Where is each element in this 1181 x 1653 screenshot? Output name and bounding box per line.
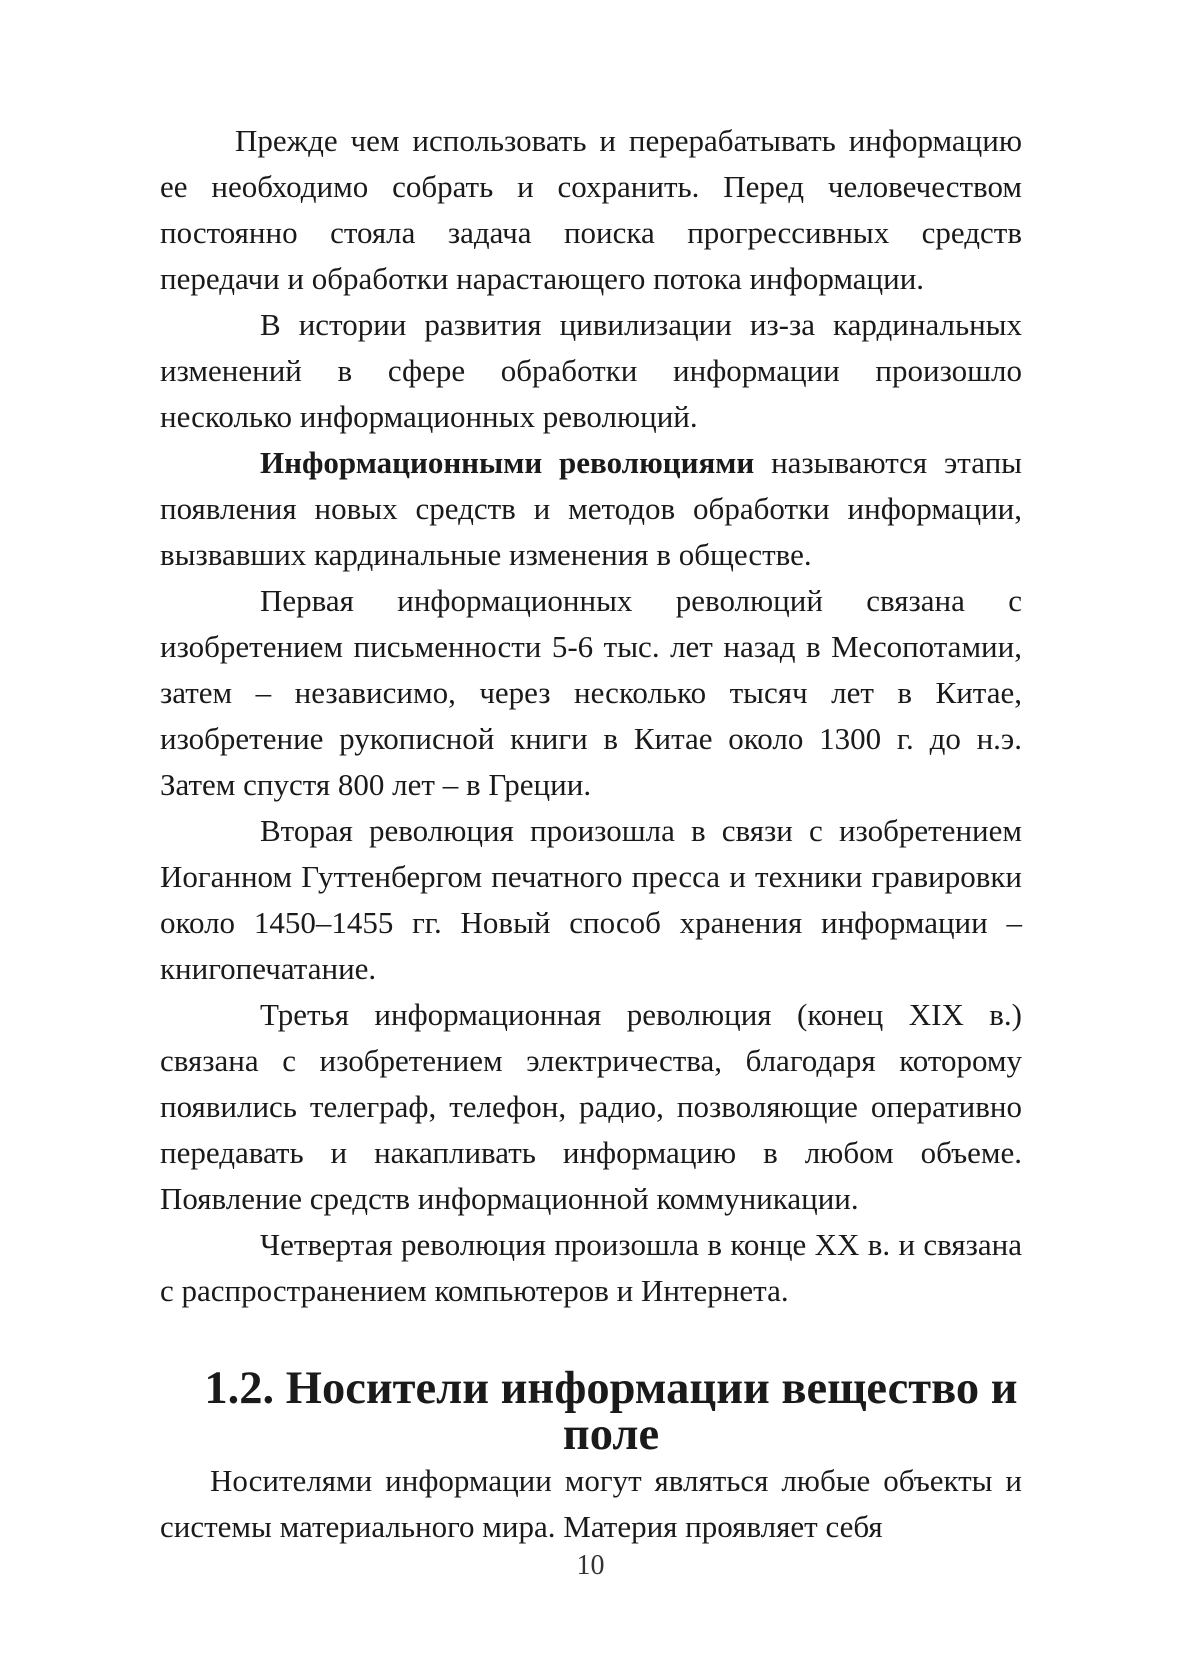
paragraph-information-collection: [160, 118, 1022, 302]
paragraph-first-revolution: [160, 578, 1022, 808]
paragraph-text: Вторая революция произошла в связи с изобретением Иоганном Гуттенбергом печатного пресса и техники гравировки около 1450–1455 гг. Новый способ хранения информации – книгопечатание.: [160, 813, 1022, 986]
paragraph-text: Первая информационных революций связана с изобретением письменности 5-6 тыс. лет назад в Месопотамии, затем – независимо, через несколько тысяч лет в Китае, изобретение рукописной книги в Китае около 1300 г. до н.э. Затем спустя 800 лет – в Греции.: [160, 583, 1022, 802]
paragraph-definition: [160, 440, 1022, 578]
paragraph-text: Третья информационная революция (конец XIX в.) связана с изобретением электричества, благодаря которому появились телеграф, телефон, радио, позволяющие оперативно передавать и накапливать информацию в любом объеме. Появление средств информационной коммуникации.: [160, 997, 1022, 1216]
defined-term: Информационными революциями: [260, 445, 755, 480]
paragraph-text: Прежде чем использовать и перерабатывать информацию ее необходимо собрать и сохранить. Перед человечеством постоянно стояла задача поиска прогрессивных средств передачи и обработки нарастающего потока информации.: [160, 123, 1022, 296]
paragraph-text: В истории развития цивилизации из-за кардинальных изменений в сфере обработки информации произошло несколько информационных революций.: [160, 307, 1022, 434]
body-text: [160, 118, 1022, 1550]
paragraph-fourth-revolution: [160, 1222, 1022, 1314]
paragraph-text: называются этапы появления новых средств и методов обработки информации, вызвавших кардинальные изменения в обществе.: [160, 445, 1022, 572]
paragraph-civilization-history: [160, 302, 1022, 440]
section-heading: 1.2. Носители информации вещество и поле: [204, 1363, 1018, 1460]
paragraph-third-revolution: [160, 992, 1022, 1222]
paragraph-text: Четвертая революция произошла в конце XX в. и связана с распространением компьютеров и Интернета.: [160, 1227, 1022, 1308]
paragraph-second-revolution: [160, 808, 1022, 992]
page-number: 10: [576, 1550, 605, 1581]
paragraph-information-carriers: [160, 1458, 1022, 1550]
paragraph-text: Носителями информации могут являться любые объекты и системы материального мира. Материя проявляет себя: [160, 1463, 1022, 1544]
